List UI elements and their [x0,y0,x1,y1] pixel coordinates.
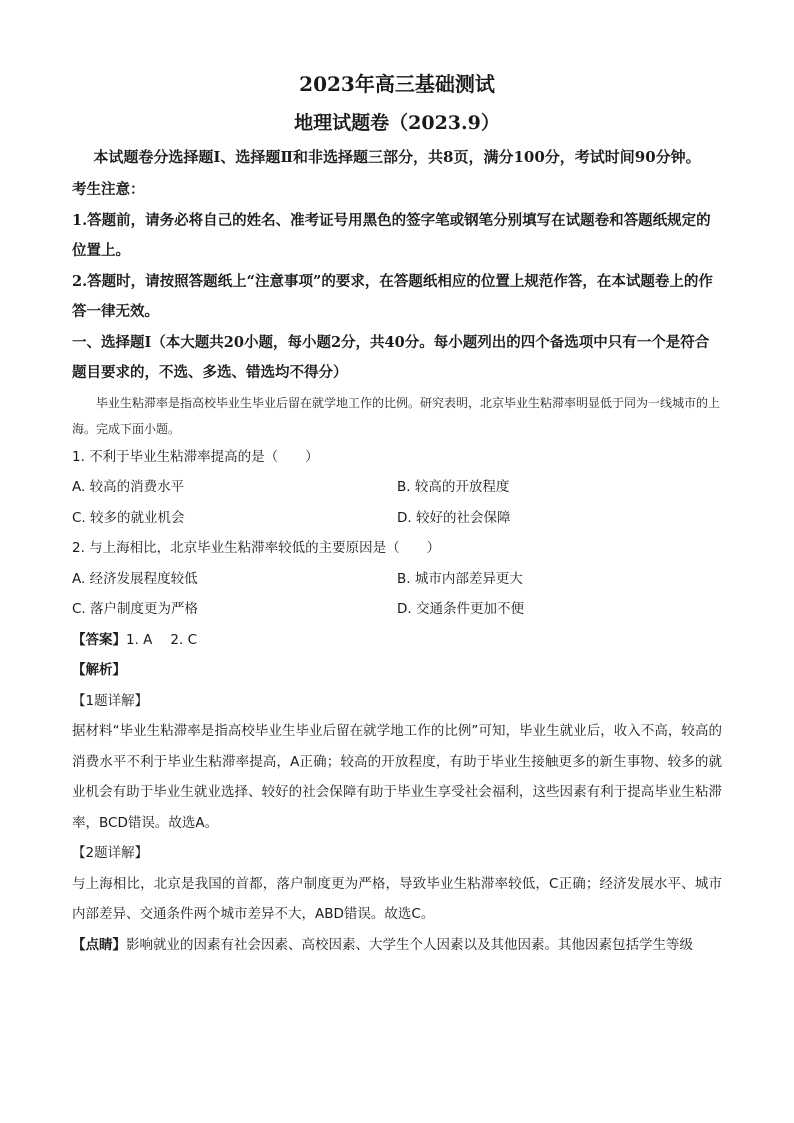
notice-item-1: 1.答题前，请务必将自己的姓名、准考证号用黑色的签字笔或钢笔分别填写在试题卷和答题纸规定的位置上。 [72,211,711,259]
question-1-option-b: B. 较高的开放程度 [397,479,510,495]
exam-title: 2023年高三基础测试 [299,72,495,96]
analysis-label: 【解析】 [72,662,126,678]
question-1-stem: 1. 不利于毕业生粘滞率提高的是（ ） [72,448,319,465]
detail-2-label: 【2题详解】 [72,845,149,861]
question-1-option-a: A. 较高的消费水平 [72,479,185,495]
question-material: 毕业生粘滞率是指高校毕业生毕业后留在就学地工作的比例。研究表明，北京毕业生粘滞率明显低于同为一线城市的上海。完成下面小题。 [72,395,721,436]
question-2-option-c: C. 落户制度更为严格 [72,601,199,617]
question-1-options-row-1 [72,472,722,503]
detail-1-text: 据材料“毕业生粘滞率是指高校毕业生毕业后留在就学地工作的比例”可知，毕业生就业后，收入不高，较高的消费水平不利于毕业生粘滞率提高，A正确；较高的开放程度，有助于毕业生接触更多的新生事物、较多的就业机会有助于毕业生就业选择、较好的社会保障有助于毕业生享受社会福利，这些因素有利于提高毕业生粘滞率，BCD错误。故选A。 [72,723,722,831]
exam-intro: 本试题卷分选择题Ⅰ、选择题Ⅱ和非选择题三部分，共8页，满分100分，考试时间90分钟。 [93,148,701,166]
note-label: 【点睛】 [72,936,126,953]
note-text: 影响就业的因素有社会因素、高校因素、大学生个人因素以及其他因素。其他因素包括学生等级 [126,936,693,953]
exam-page [72,62,722,960]
question-2-option-d: D. 交通条件更加不便 [397,601,524,617]
question-2-option-b: B. 城市内部差异更大 [397,570,523,587]
question-2-option-a: A. 经济发展程度较低 [72,570,198,587]
section-heading: 一、选择题Ⅰ（本大题共20小题，每小题2分，共40分。每小题列出的四个备选项中只有一个是符合题目要求的，不选、多选、错选均不得分） [72,333,710,381]
answer-2: 2. C [170,631,198,648]
exam-subtitle: 地理试题卷（2023.9） [294,112,500,134]
question-2-options-row-1 [72,564,722,595]
detail-1-label: 【1题详解】 [72,692,149,709]
question-2-options-row-2 [72,594,722,625]
question-1-option-c: C. 较多的就业机会 [72,509,185,526]
answer-1: 1. A [126,631,153,648]
detail-2-text: 与上海相比，北京是我国的首都，落户制度更为严格，导致毕业生粘滞率较低，C正确；经济发展水平、城市内部差异、交通条件两个城市差异不大，ABD错误。故选C。 [72,875,722,922]
notice-item-2: 2.答题时，请按照答题纸上“注意事项”的要求，在答题纸相应的位置上规范作答，在本试题卷上的作答一律无效。 [72,272,713,320]
notice-heading: 考生注意： [72,181,145,198]
note-line [72,930,722,961]
question-2-stem: 2. 与上海相比，北京毕业生粘滞率较低的主要原因是（ ） [72,540,441,556]
answer-label: 【答案】 [72,631,126,648]
question-1-options-row-2 [72,503,722,534]
question-1-option-d: D. 较好的社会保障 [397,509,511,526]
answer-line [72,625,722,656]
